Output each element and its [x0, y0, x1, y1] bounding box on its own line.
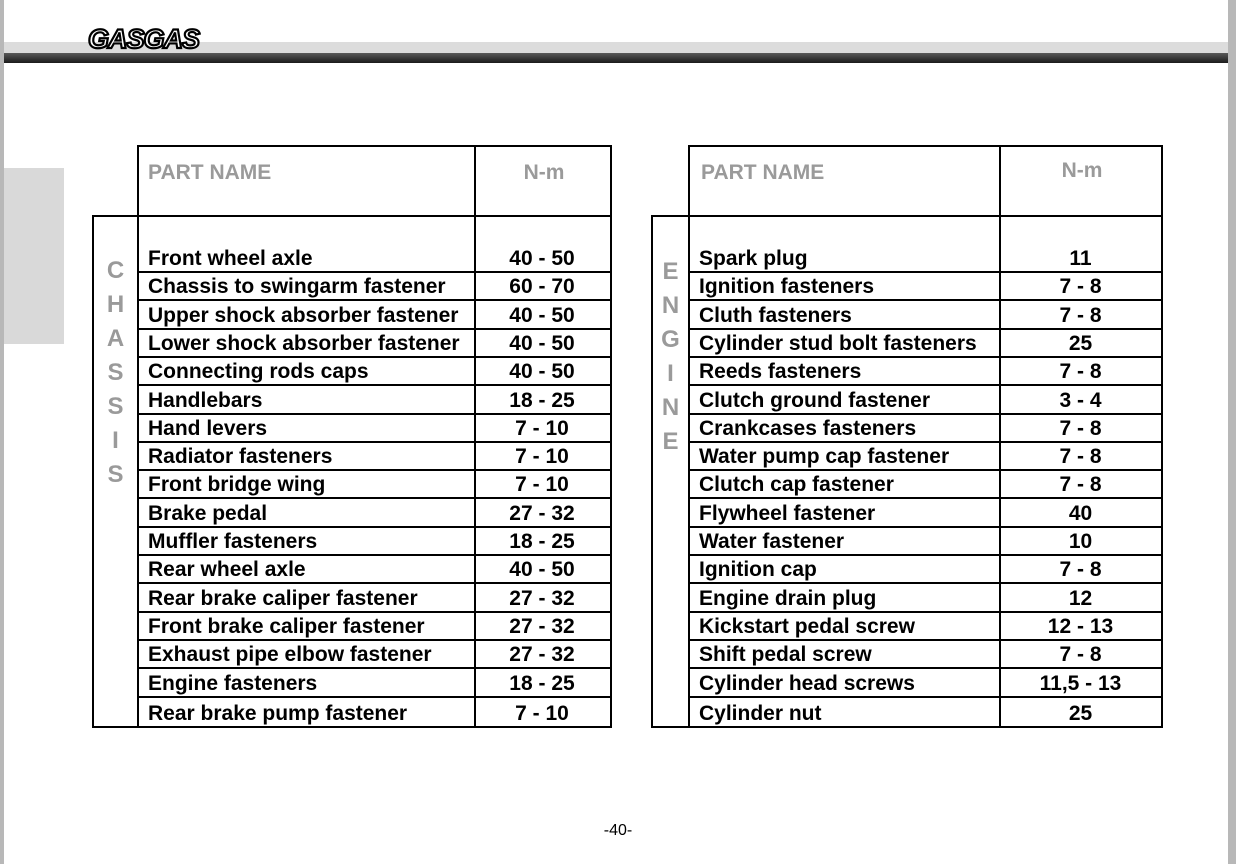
part-name-cell: Chassis to swingarm fastener	[148, 275, 446, 299]
chassis-header-part-name: PART NAME	[148, 161, 272, 184]
engine-table-row	[690, 556, 1161, 584]
part-name-cell: Crankcases fasteners	[699, 416, 917, 440]
part-name-cell: Ignition cap	[699, 558, 817, 582]
chassis-table-row	[139, 613, 610, 641]
part-name-cell: Front wheel axle	[148, 247, 313, 270]
torque-value-cell: 25	[1068, 331, 1093, 355]
torque-value-cell: 10	[1068, 530, 1093, 553]
part-name-cell: Front brake caliper fastener	[148, 614, 425, 638]
torque-value-cell: 60 - 70	[509, 275, 575, 299]
part-name-cell: Upper shock absorber fastener	[148, 303, 459, 327]
part-name-cell: Lower shock absorber fastener	[148, 331, 460, 355]
part-name-cell: Clutch cap fastener	[699, 473, 894, 497]
svg-text:GASGAS: GASGAS	[88, 24, 200, 52]
header-bar	[4, 53, 1228, 63]
torque-value-cell: 27 - 32	[509, 501, 575, 525]
engine-table-row	[690, 585, 1161, 613]
torque-value-cell: 7 - 8	[1059, 275, 1102, 299]
part-name-cell: Cylinder stud bolt fasteners	[699, 331, 977, 355]
chassis-table-row	[139, 641, 610, 669]
engine-table-row	[690, 471, 1161, 499]
section-label-letter: I	[112, 427, 119, 454]
chassis-table-row	[139, 415, 610, 443]
part-name-cell: Brake pedal	[148, 501, 268, 525]
torque-value-cell: 7 - 10	[515, 416, 569, 440]
engine-table-row	[690, 698, 1161, 726]
part-name-cell: Flywheel fastener	[699, 501, 876, 525]
chassis-table-row	[139, 556, 610, 584]
part-name-cell: Clutch ground fastener	[699, 388, 931, 412]
page-number: -40-	[603, 822, 633, 839]
chassis-section-label	[94, 254, 137, 492]
torque-value-cell: 7 - 8	[1059, 558, 1102, 582]
section-label-letter: A	[106, 325, 125, 352]
chassis-table-row	[139, 358, 610, 386]
chassis-table-row	[139, 387, 610, 415]
engine-table-row	[690, 500, 1161, 528]
torque-value-cell: 12 - 13	[1047, 614, 1114, 638]
torque-value-cell: 11	[1069, 247, 1092, 270]
torque-value-cell: 3 - 4	[1059, 388, 1102, 412]
part-name-cell: Exhaust pipe elbow fastener	[148, 643, 432, 667]
engine-header-unit: N-m	[1061, 159, 1103, 182]
torque-value-cell: 7 - 8	[1059, 445, 1102, 469]
part-name-cell: Rear brake pump fastener	[148, 701, 408, 725]
part-name-cell: Spark plug	[699, 247, 808, 270]
chassis-table-row	[139, 500, 610, 528]
chassis-table-row	[139, 302, 610, 330]
part-name-cell: Water pump cap fastener	[699, 445, 950, 469]
part-name-cell: Cluth fasteners	[699, 303, 852, 327]
chassis-table-row	[139, 585, 610, 613]
page-frame-left	[0, 0, 4, 864]
engine-header-part-name: PART NAME	[701, 161, 825, 184]
chassis-table-row	[139, 670, 610, 698]
engine-table-row	[690, 528, 1161, 556]
engine-table-row	[690, 443, 1161, 471]
chassis-table-row	[139, 273, 610, 301]
engine-table-row	[690, 670, 1161, 698]
torque-value-cell: 7 - 8	[1059, 360, 1102, 384]
part-name-cell: Cylinder head screws	[699, 671, 915, 695]
torque-value-cell: 11,5 - 13	[1039, 671, 1122, 695]
part-name-cell: Muffler fasteners	[148, 530, 318, 553]
part-name-cell: Rear wheel axle	[148, 558, 306, 582]
chassis-table-row	[139, 698, 610, 726]
section-label-letter: S	[107, 461, 124, 488]
part-name-cell: Reeds fasteners	[699, 360, 862, 384]
chassis-table-row	[139, 471, 610, 499]
engine-table-row	[690, 273, 1161, 301]
torque-value-cell: 40 - 50	[509, 331, 575, 355]
part-name-cell: Water fastener	[699, 530, 845, 553]
chassis-table-row	[139, 330, 610, 358]
torque-value-cell: 7 - 8	[1059, 416, 1102, 440]
engine-table-row	[690, 415, 1161, 443]
part-name-cell: Kickstart pedal screw	[699, 614, 915, 638]
section-label-letter: C	[106, 257, 125, 284]
torque-value-cell: 18 - 25	[509, 530, 575, 553]
page-frame-right	[1228, 0, 1236, 864]
engine-table-row	[690, 641, 1161, 669]
part-name-cell: Connecting rods caps	[148, 360, 369, 384]
engine-table-row	[690, 302, 1161, 330]
section-label-letter: E	[662, 428, 679, 455]
part-name-cell: Cylinder nut	[699, 701, 822, 725]
part-name-cell: Handlebars	[148, 388, 263, 412]
engine-table-row	[690, 387, 1161, 415]
section-label-letter: G	[661, 326, 680, 353]
torque-value-cell: 7 - 8	[1059, 473, 1102, 497]
chassis-header-unit: N-m	[523, 161, 565, 184]
chassis-table-row	[139, 443, 610, 471]
section-label-letter: S	[107, 359, 124, 386]
torque-value-cell: 40	[1068, 501, 1093, 525]
torque-value-cell: 7 - 10	[515, 701, 569, 725]
engine-table-row	[690, 245, 1161, 273]
torque-value-cell: 40 - 50	[509, 247, 575, 270]
torque-value-cell: 7 - 10	[515, 445, 569, 469]
torque-value-cell: 18 - 25	[509, 671, 575, 695]
section-label-letter: I	[667, 360, 674, 387]
part-name-cell: Shift pedal screw	[699, 643, 872, 667]
torque-value-cell: 27 - 32	[509, 643, 575, 667]
section-label-letter: N	[661, 292, 680, 319]
part-name-cell: Engine drain plug	[699, 586, 877, 610]
torque-value-cell: 27 - 32	[509, 614, 575, 638]
section-label-letter: H	[106, 291, 125, 318]
part-name-cell: Rear brake caliper fastener	[148, 586, 418, 610]
engine-table-row	[690, 358, 1161, 386]
gasgas-logo	[86, 24, 270, 52]
part-name-cell: Ignition fasteners	[699, 275, 875, 299]
engine-table-row	[690, 330, 1161, 358]
engine-section-label	[653, 255, 688, 459]
part-name-cell: Engine fasteners	[148, 671, 318, 695]
torque-value-cell: 7 - 10	[515, 473, 569, 497]
part-name-cell: Hand levers	[148, 416, 268, 440]
section-label-letter: S	[107, 393, 124, 420]
chassis-table-row	[139, 528, 610, 556]
torque-value-cell: 12	[1068, 586, 1093, 610]
torque-value-cell: 27 - 32	[509, 586, 575, 610]
chassis-table-row	[139, 245, 610, 273]
side-tab-marker	[4, 168, 64, 344]
part-name-cell: Radiator fasteners	[148, 445, 333, 469]
section-label-letter: N	[661, 394, 680, 421]
torque-value-cell: 40 - 50	[509, 558, 575, 582]
section-label-letter: E	[662, 258, 679, 285]
torque-value-cell: 40 - 50	[509, 303, 575, 327]
torque-value-cell: 40 - 50	[509, 360, 575, 384]
torque-value-cell: 7 - 8	[1059, 643, 1102, 667]
part-name-cell: Front bridge wing	[148, 473, 326, 497]
torque-value-cell: 18 - 25	[509, 388, 575, 412]
torque-value-cell: 25	[1068, 701, 1093, 725]
engine-table-row	[690, 613, 1161, 641]
torque-value-cell: 7 - 8	[1059, 303, 1102, 327]
